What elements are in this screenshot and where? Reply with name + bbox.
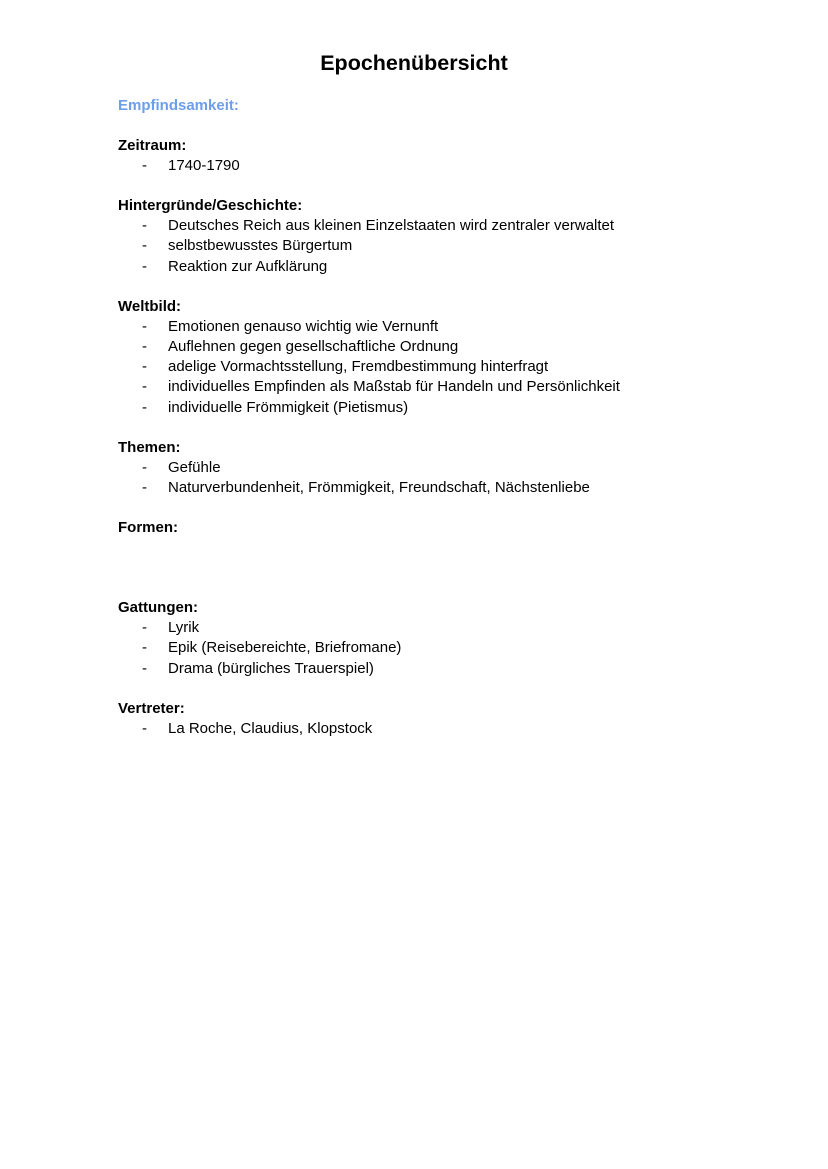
dash-bullet-icon: - xyxy=(142,358,147,376)
dash-bullet-icon: - xyxy=(142,458,147,476)
list-item-text: Reaktion zur Aufklärung xyxy=(168,257,328,275)
section-heading: Gattungen: xyxy=(118,599,198,617)
section-heading: Themen: xyxy=(118,438,181,456)
list-item xyxy=(118,719,738,739)
page-title: Epochenübersicht xyxy=(320,51,508,75)
dash-bullet-icon: - xyxy=(142,639,147,657)
dash-bullet-icon: - xyxy=(142,479,147,497)
list-item xyxy=(118,236,738,256)
list-item-text: 1740-1790 xyxy=(168,157,240,174)
list-item xyxy=(118,317,738,337)
list-item xyxy=(118,659,738,679)
list-item xyxy=(118,216,738,236)
dash-bullet-icon: - xyxy=(142,338,147,356)
dash-bullet-icon: - xyxy=(142,237,147,255)
list-item xyxy=(118,357,738,377)
dash-bullet-icon: - xyxy=(142,257,147,275)
list-item-text: Lyrik xyxy=(168,619,200,637)
section-heading: Zeitraum: xyxy=(118,137,187,154)
list-item-text: Emotionen genauso wichtig wie Vernunft xyxy=(168,317,439,335)
section xyxy=(118,518,738,578)
list-item xyxy=(118,377,738,397)
list-item-text: Gefühle xyxy=(168,458,221,476)
section-heading: Formen: xyxy=(118,519,178,537)
section-heading: Hintergründe/Geschichte: xyxy=(118,197,303,215)
section xyxy=(118,297,738,418)
list-item-text: adelige Vormachtsstellung, Fremdbestimmung hinterfragt xyxy=(168,358,549,376)
empty-section-space xyxy=(118,538,738,578)
section-heading: Vertreter: xyxy=(118,699,185,717)
section-heading: Weltbild: xyxy=(118,297,182,315)
list-item-text: individuelles Empfinden als Maßstab für Handeln und Persönlichkeit xyxy=(168,378,620,396)
list-item xyxy=(118,257,738,277)
list-item-text: Deutsches Reich aus kleinen Einzelstaaten wird zentraler verwaltet xyxy=(168,217,615,235)
section xyxy=(118,598,738,679)
dash-bullet-icon: - xyxy=(142,719,147,737)
list-item xyxy=(118,458,738,478)
epoch-subheading: Empfindsamkeit: xyxy=(118,97,239,114)
list-item-text: selbstbewusstes Bürgertum xyxy=(168,237,353,255)
section xyxy=(118,699,738,739)
document-body xyxy=(118,96,738,739)
list-item-text: Auflehnen gegen gesellschaftliche Ordnung xyxy=(168,338,459,356)
list-item xyxy=(118,638,738,658)
dash-bullet-icon: - xyxy=(142,619,147,637)
sections-container xyxy=(118,136,738,739)
list-item-text: La Roche, Claudius, Klopstock xyxy=(168,719,373,737)
list-item-text: Drama (bürgliches Trauerspiel) xyxy=(168,659,374,677)
list-item-text: individuelle Frömmigkeit (Pietismus) xyxy=(168,398,409,416)
list-item xyxy=(118,618,738,638)
section xyxy=(118,196,738,277)
list-item xyxy=(118,398,738,418)
bullet-list xyxy=(118,216,738,277)
dash-bullet-icon: - xyxy=(142,378,147,396)
list-item xyxy=(118,156,738,176)
dash-bullet-icon: - xyxy=(142,157,147,174)
bullet-list xyxy=(118,156,738,176)
bullet-list xyxy=(118,458,738,498)
bullet-list xyxy=(118,719,738,739)
dash-bullet-icon: - xyxy=(142,217,147,235)
bullet-list xyxy=(118,618,738,679)
list-item xyxy=(118,337,738,357)
section xyxy=(118,136,738,176)
dash-bullet-icon: - xyxy=(142,317,147,335)
list-item-text: Epik (Reisebereichte, Briefromane) xyxy=(168,639,402,657)
dash-bullet-icon: - xyxy=(142,398,147,416)
bullet-list xyxy=(118,317,738,418)
list-item xyxy=(118,478,738,498)
dash-bullet-icon: - xyxy=(142,659,147,677)
list-item-text: Naturverbundenheit, Frömmigkeit, Freundschaft, Nächstenliebe xyxy=(168,479,590,497)
section xyxy=(118,438,738,498)
